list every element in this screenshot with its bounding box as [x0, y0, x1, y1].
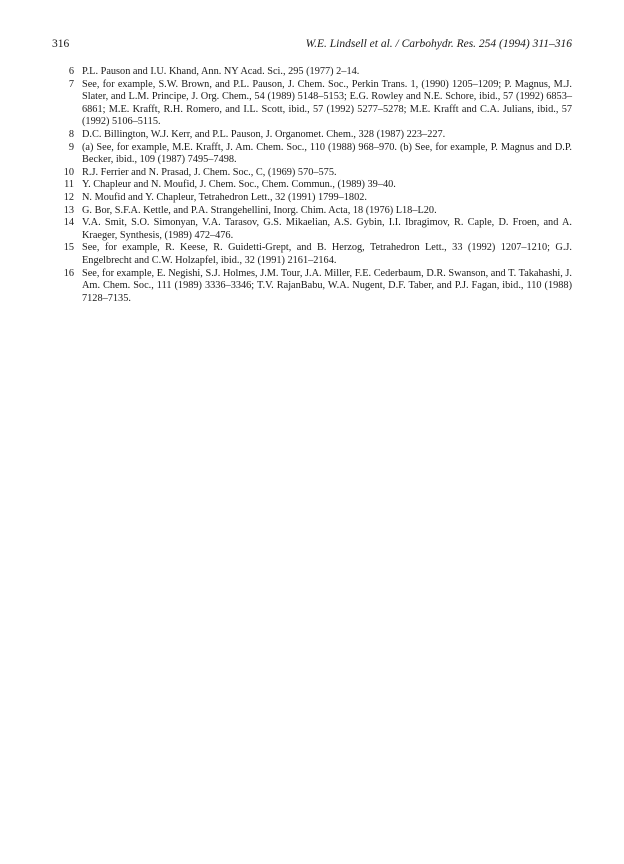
reference-item — [52, 79, 572, 129]
reference-number: 6 — [68, 66, 74, 77]
reference-number: 12 — [63, 191, 74, 203]
reference-text: See, for example, S.W. Brown, and P.L. Pauson, J. Chem. Soc., Perkin Trans. 1, (1990) 1205–1209; P. Magnus, M.J. Slater, and L.M. Principe, J. Org. Chem., 54 (1989) 5148–5153; E.G. Rowley and N.E. Schore, ibid., 57 (1992) 6853–6861; M.E. Krafft, R.H. Romero, and I.L. Scott, ibid., 57 (1992) 5277–5278; M.E. Krafft and C.A. Julians, ibid., 57 (1992) 5106–5115. — [82, 78, 572, 128]
reference-number: 10 — [63, 166, 74, 178]
reference-text: G. Bor, S.F.A. Kettle, and P.A. Strangehellini, Inorg. Chim. Acta, 18 (1976) L18–L20. — [82, 204, 437, 216]
reference-text: N. Moufid and Y. Chapleur, Tetrahedron Lett., 32 (1991) 1799–1802. — [82, 191, 367, 203]
page-header — [52, 38, 572, 54]
running-head: W.E. Lindsell et al. / Carbohydr. Res. 254 (1994) 311–316 — [305, 38, 572, 50]
reference-text: (a) See, for example, M.E. Krafft, J. Am. Chem. Soc., 110 (1988) 968–970. (b) See, for example, P. Magnus and D.P. Becker, ibid., 109 (1987) 7495–7498. — [82, 141, 572, 166]
reference-item — [52, 179, 572, 192]
reference-item — [52, 268, 572, 306]
reference-text: See, for example, R. Keese, R. Guidetti-Grept, and B. Herzog, Tetrahedron Lett., 33 (1992) 1207–1210; G.J. Engelbrecht and C.W. Holzapfel, ibid., 32 (1991) 2161–2164. — [82, 242, 572, 266]
reference-text: See, for example, E. Negishi, S.J. Holmes, J.M. Tour, J.A. Miller, F.E. Cederbaum, D.R. Swanson, and T. Takahashi, J. Am. Chem. Soc., 111 (1989) 3336–3346; T.V. RajanBabu, W.A. Nugent, D.F. Taber, and P.J. Fagan, ibid., 110 (1988) 7128–7135. — [82, 267, 572, 304]
reference-item — [52, 142, 572, 167]
reference-number: 7 — [68, 78, 74, 90]
reference-number: 8 — [68, 128, 74, 140]
reference-text: V.A. Smit, S.O. Simonyan, V.A. Tarasov, G.S. Mikaelian, A.S. Gybin, I.I. Ibragimov, R. Caple, D. Froen, and A. Kraeger, Synthesis, (1989) 472–476. — [82, 217, 572, 241]
page-number: 316 — [52, 38, 70, 50]
reference-list — [52, 66, 572, 305]
reference-number: 13 — [63, 204, 74, 216]
reference-number: 9 — [68, 141, 74, 153]
reference-text: R.J. Ferrier and N. Prasad, J. Chem. Soc., C, (1969) 570–575. — [82, 166, 337, 178]
reference-number: 16 — [63, 267, 74, 279]
reference-text: D.C. Billington, W.J. Kerr, and P.L. Pauson, J. Organomet. Chem., 328 (1987) 223–227. — [82, 128, 446, 140]
reference-item — [52, 167, 572, 180]
reference-number: 14 — [63, 217, 74, 229]
reference-item — [52, 217, 572, 242]
reference-item — [52, 205, 572, 218]
reference-item — [52, 129, 572, 142]
reference-text: Y. Chapleur and N. Moufid, J. Chem. Soc., Chem. Commun., (1989) 39–40. — [82, 179, 396, 191]
reference-number: 11 — [64, 179, 74, 191]
reference-item — [52, 192, 572, 205]
reference-item — [52, 66, 572, 79]
reference-item — [52, 242, 572, 267]
reference-text: P.L. Pauson and I.U. Khand, Ann. NY Acad. Sci., 295 (1977) 2–14. — [82, 66, 360, 77]
reference-number: 15 — [63, 242, 74, 254]
